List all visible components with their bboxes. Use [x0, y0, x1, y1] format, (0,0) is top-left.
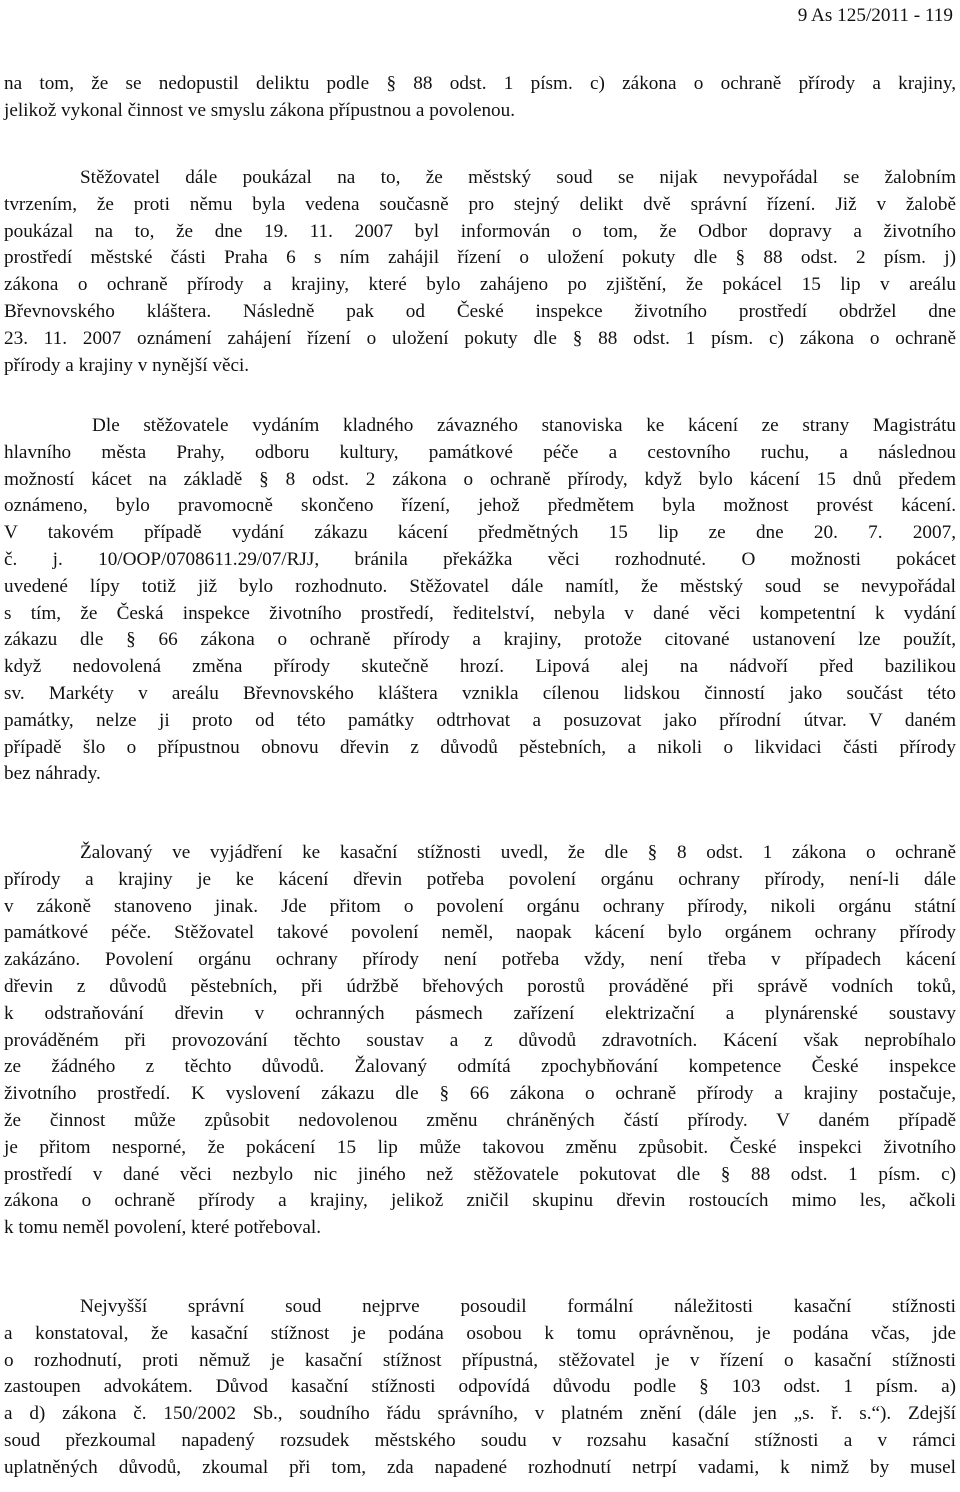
text-line: prostředí v dané věci nezbylo nic jiného než stěžovatele pokutovat dle § 88 odst. 1 písm. c) — [4, 1163, 956, 1185]
text-line: zastoupen advokátem. Důvod kasační stížnosti odpovídá důvodu podle § 103 odst. 1 písm. a) — [4, 1376, 956, 1398]
paragraph-1 — [4, 71, 956, 125]
text-line: prostředí městské části Praha 6 s ním zahájil řízení o uložení pokuty dle § 88 odst. 2 písm. j) — [4, 247, 956, 269]
text-line: je přitom nesporné, že pokácení 15 lip může takovou změnu způsobit. České inspekci životního — [4, 1136, 956, 1158]
text-line: a d) zákona č. 150/2002 Sb., soudního řádu správního, v platném znění (dále jen „s. ř. s.“). Zdejší — [4, 1403, 956, 1425]
text-line: poukázal na to, že dne 19. 11. 2007 byl informován o tom, že Odbor dopravy a životního — [4, 220, 956, 242]
text-line: hlavního města Prahy, odboru kultury, památkové péče a cestovního ruchu, a následnou — [4, 441, 956, 463]
text-line: v zákoně stanoveno jinak. Jde přitom o povolení orgánu ochrany přírody, nikoli orgánu státní — [4, 895, 956, 917]
text-line: že činnost může způsobit nedovolenou změnu chráněných částí přírody. V daném případě — [4, 1109, 956, 1131]
text-line: památky, nelze ji proto od této památky odtrhovat a posuzovat jako přírodní útvar. V daném — [4, 709, 956, 731]
text-line: zakázáno. Povolení orgánu ochrany přírody není potřeba vždy, není třeba v případech kácení — [4, 949, 956, 971]
text-line: ze žádného z těchto důvodů. Žalovaný odmítá zpochybňování kompetence České inspekce — [4, 1056, 956, 1078]
text-line: V takovém případě vydání zákazu kácení předmětných 15 lip ze dne 20. 7. 2007, — [4, 522, 956, 544]
text-line: uvedené lípy totiž již bylo rozhodnuto. Stěžovatel dále namítl, že městský soud se nevypořádal — [4, 575, 956, 597]
text-line: č. j. 10/OOP/0708611.29/07/RJJ, bránila překážka věci rozhodnuté. O možnosti pokácet — [4, 548, 956, 570]
paragraph-3 — [4, 413, 956, 788]
text-line: když nedovolená změna přírody skutečně hrozí. Lipová alej na nádvoří před bazilikou — [4, 656, 956, 678]
text-line: k odstraňování dřevin v ochranných pásmech zařízení elektrizační a plynárenské soustavy — [4, 1002, 956, 1024]
text-line: Nejvyšší správní soud nejprve posoudil formální náležitosti kasační stížnosti — [80, 1296, 956, 1317]
text-line: tvrzením, že proti němu byla vedena současně pro stejný delikt dvě správní řízení. Již v žalobě — [4, 193, 956, 215]
text-line: na tom, že se nedopustil deliktu podle § 88 odst. 1 písm. c) zákona o ochraně přírody a krajiny, — [4, 73, 956, 94]
text-line: oznámeno, bylo pravomocně skončeno řízení, jehož předmětem byla možnost provést kácení. — [4, 495, 956, 517]
text-line: bez náhrady. — [4, 763, 101, 785]
paragraph-2 — [4, 165, 956, 379]
text-line: zákona o ochraně přírody a krajiny, jelikož zničil skupinu dřevin rostoucích mimo les, ačkoli — [4, 1190, 956, 1212]
text-line: Žalovaný ve vyjádření ke kasační stížnosti uvedl, že dle § 8 odst. 1 zákona o ochraně — [80, 842, 956, 863]
text-line: prováděném při provozování těchto soustav a z důvodů zdravotních. Kácení však neprobíhalo — [4, 1029, 956, 1051]
text-line: přírody a krajiny v nynější věci. — [4, 354, 250, 376]
text-line: k tomu neměl povolení, které potřeboval. — [4, 1217, 322, 1239]
text-line: památkové péče. Stěžovatel takové povolení neměl, naopak kácení bylo orgánem ochrany přírody — [4, 922, 956, 944]
text-line: Stěžovatel dále poukázal na to, že městský soud se nijak nevypořádal se žalobním — [80, 167, 956, 188]
paragraph-5 — [4, 1294, 956, 1482]
text-line: s tím, že Česká inspekce životního prostředí, ředitelství, nebyla v dané věci kompetentní k vydání — [4, 602, 956, 624]
paragraph-4 — [4, 840, 956, 1242]
text-line: Břevnovského kláštera. Následně pak od České inspekce životního prostředí obdržel dne — [4, 300, 956, 322]
text-line: zákona o ochraně přírody a krajiny, které bylo zahájeno po zjištění, že pokácel 15 lip v areálu — [4, 274, 956, 296]
case-number-header: 9 As 125/2011 - 119 — [797, 5, 953, 26]
text-line: životního prostředí. K vyslovení zákazu dle § 66 zákona o ochraně přírody a krajiny postačuje, — [4, 1083, 956, 1105]
text-line: sv. Markéty v areálu Břevnovského kláštera vznikla cílenou lidskou činností jako součást této — [4, 682, 956, 704]
text-line: 23. 11. 2007 oznámení zahájení řízení o uložení pokuty dle § 88 odst. 1 písm. c) zákona o ochraně — [4, 327, 956, 349]
text-line: přírody a krajiny je ke kácení dřevin potřeba povolení orgánu ochrany přírody, není-li dále — [4, 868, 956, 890]
text-line: možností kácet na základě § 8 odst. 2 zákona o ochraně přírody, když bylo kácení 15 dnů předem — [4, 468, 956, 490]
text-line: zákazu dle § 66 zákona o ochraně přírody a krajiny, protože citované ustanovení lze použít, — [4, 629, 956, 651]
text-line: jelikož vykonal činnost ve smyslu zákona přípustnou a povolenou. — [4, 99, 516, 121]
text-line: případě šlo o přípustnou obnovu dřevin z důvodů pěstebních, a nikoli o likvidaci části přírody — [4, 736, 956, 758]
text-line: a konstatoval, že kasační stížnost je podána osobou k tomu oprávněnou, je podána včas, jde — [4, 1322, 956, 1344]
text-line: uplatněných důvodů, zkoumal při tom, zda napadené rozhodnutí netrpí vadami, k nimž by musel — [4, 1456, 956, 1478]
text-line: Dle stěžovatele vydáním kladného závazného stanoviska ke kácení ze strany Magistrátu — [92, 415, 956, 436]
text-line: o rozhodnutí, proti němuž je kasační stížnost přípustná, stěžovatel je v řízení o kasační stížnosti — [4, 1349, 956, 1371]
text-line: dřevin z důvodů pěstebních, při údržbě břehových porostů prováděné při správě vodních toků, — [4, 975, 956, 997]
text-line: soud přezkoumal napadený rozsudek městského soudu v rozsahu kasační stížnosti a v rámci — [4, 1429, 956, 1451]
